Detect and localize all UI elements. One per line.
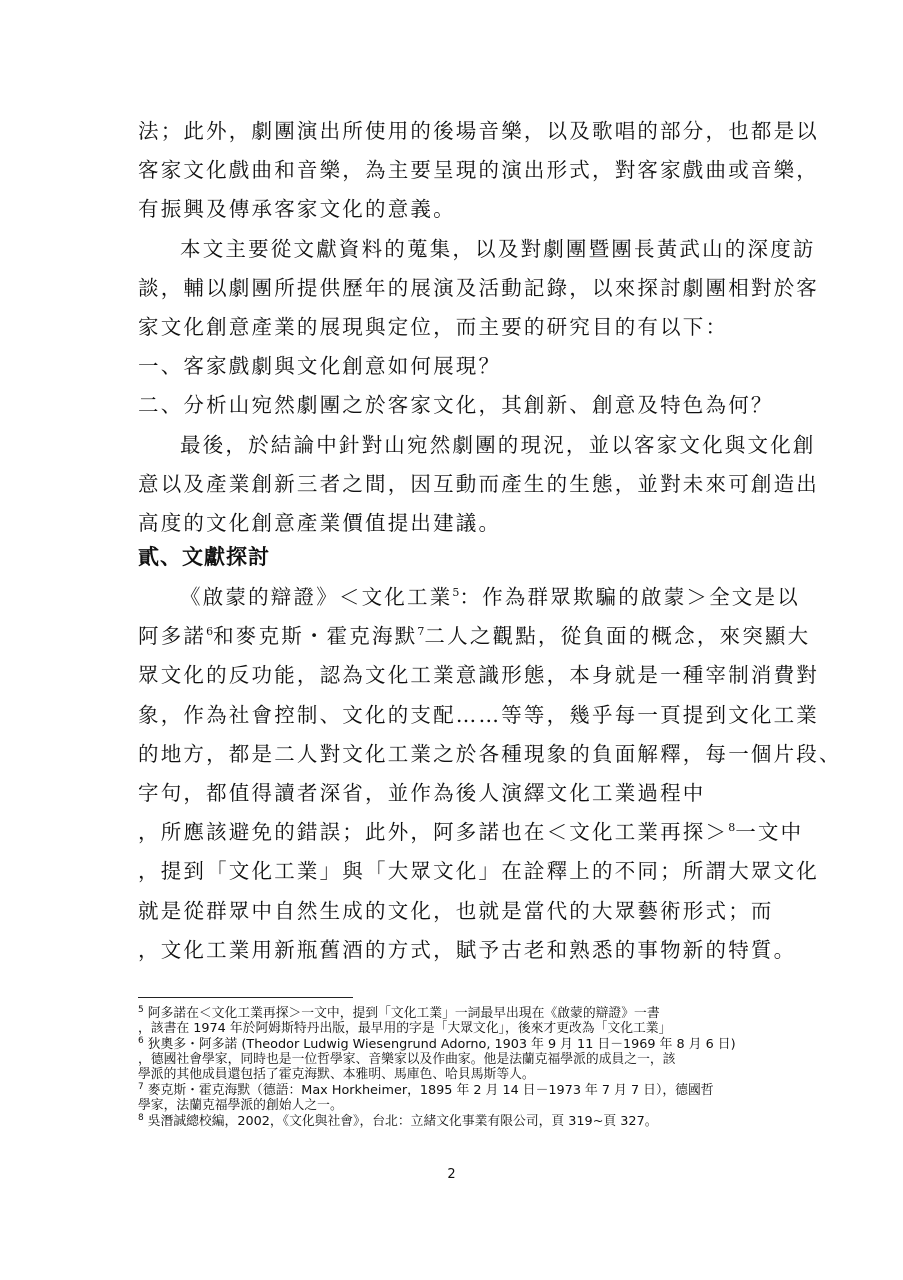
footnote-ref-5[interactable]: 5 [452,586,460,600]
body-line: 法；此外，劇團演出所使用的後場音樂，以及歌唱的部分，也都是以 [138,119,819,143]
body-line: 客家文化戲曲和音樂，為主要呈現的演出形式，對客家戲曲或音樂， [138,158,819,183]
body-line: 的地方，都是二人對文化工業之於各種現象的負面解釋，每一個片段、 [138,741,842,766]
body-line [138,617,811,656]
footnote-number: 6 [138,1035,144,1046]
text-span: ，所應該避免的錯誤；此外，阿多諾也在＜文化工業再探＞ [138,820,729,845]
body-line: ，文化工業用新瓶舊酒的方式，賦予古老和熟悉的事物新的特質。 [138,937,797,962]
body-line: 字句，都值得讀者深省，並作為後人演繹文化工業過程中 [138,780,706,805]
body-line: 高度的文化創意產業價值提出建議。 [138,510,502,535]
footnote-5 [138,1006,768,1021]
body-line: 有振興及傳承客家文化的意義。 [138,197,456,222]
research-goal-2: 二、分析山宛然劇團之於客家文化，其創新、創意及特色為何？ [138,393,774,418]
literature-review-paragraph [138,578,842,970]
footnote-text: 阿多諾在＜文化工業再探＞一文中，提到「文化工業」一詞最早出現在《啟蒙的辯證》一書 [147,1006,660,1021]
footnote-separator [138,997,353,998]
body-line: 象，作為社會控制、文化的支配……等等，幾乎每一頁提到文化工業 [138,702,819,727]
body-line: 眾文化的反功能，認為文化工業意識形態，本身就是一種宰制消費對 [138,663,819,688]
footnote-text: ，該書在 1974 年於阿姆斯特丹出版，最早用的字是「大眾文化」，後來才更改為「文化工業」 [138,1021,672,1036]
footnote-text: 吳潛誠總校編，2002，《文化與社會》，台北：立緒文化事業有限公司，頁 319~頁 327。 [147,1114,658,1129]
body-line: ，提到「文化工業」與「大眾文化」在詮釋上的不同；所謂大眾文化 [138,859,819,884]
footnote-ref-6[interactable]: 6 [206,625,214,639]
footnote-ref-7[interactable]: 7 [417,625,425,639]
footnote-text: 學家，法蘭克福學派的創始人之一。 [138,1098,343,1113]
text-span: 二人之觀點，從負面的概念，來突顯大 [424,624,811,649]
body-line: 最後，於結論中針對山宛然劇團的現況，並以客家文化與文化創 [180,432,816,457]
footnote-text: 麥克斯・霍克海默（德語：Max Horkheimer，1895 年 2 月 14 日－1973 年 7 月 7 日），德國哲 [147,1083,714,1098]
text-span: 和麥克斯・霍克海默 [213,624,418,649]
footnote-8 [138,1114,768,1129]
body-paragraphs [138,112,819,543]
text-span: 阿多諾 [138,624,207,649]
footnote-number: 5 [138,1004,144,1015]
body-line: 談，輔以劇團所提供歷年的展演及活動記錄，以來探討劇團相對於客 [138,275,819,300]
footnote-text: 狄奧多・阿多諾 (Theodor Ludwig Wiesengrund Adorno, 1903 年 9 月 11 日－1969 年 8 月 6 日) [147,1037,736,1052]
body-line [138,813,804,852]
text-span: 一文中 [735,820,804,845]
text-span: 《啟蒙的辯證》＜文化工業 [180,585,453,609]
footnote-7 [138,1083,768,1098]
footnote-text: 學派的其他成員還包括了霍克海默、本雅明、馬庫色、哈貝馬斯等人。 [138,1067,535,1082]
footnote-ref-8[interactable]: 8 [728,821,736,835]
section-heading: 貳、文獻探討 [138,545,270,569]
text-span: ：作為群眾欺騙的啟蒙＞全文是以 [459,585,800,609]
footnote-number: 7 [138,1081,144,1092]
footnote-text: ，德國社會學家，同時也是一位哲學家、音樂家以及作曲家。他是法蘭克福學派的成員之一，該 [138,1052,676,1067]
body-line: 就是從群眾中自然生成的文化，也就是當代的大眾藝術形式；而 [138,898,774,923]
footnotes [138,1006,768,1129]
footnote-6 [138,1037,768,1052]
research-goal-1: 一、客家戲劇與文化創意如何展現？ [138,354,502,379]
body-line [138,578,800,617]
page-number: 2 [447,1167,456,1182]
body-line: 意以及產業創新三者之間，因互動而產生的生態，並對未來可創造出 [138,471,819,496]
body-line: 家文化創意產業的展現與定位，而主要的研究目的有以下： [138,314,729,339]
body-line: 本文主要從文獻資料的蒐集，以及對劇團暨團長黃武山的深度訪 [180,236,816,261]
footnote-number: 8 [138,1112,144,1123]
